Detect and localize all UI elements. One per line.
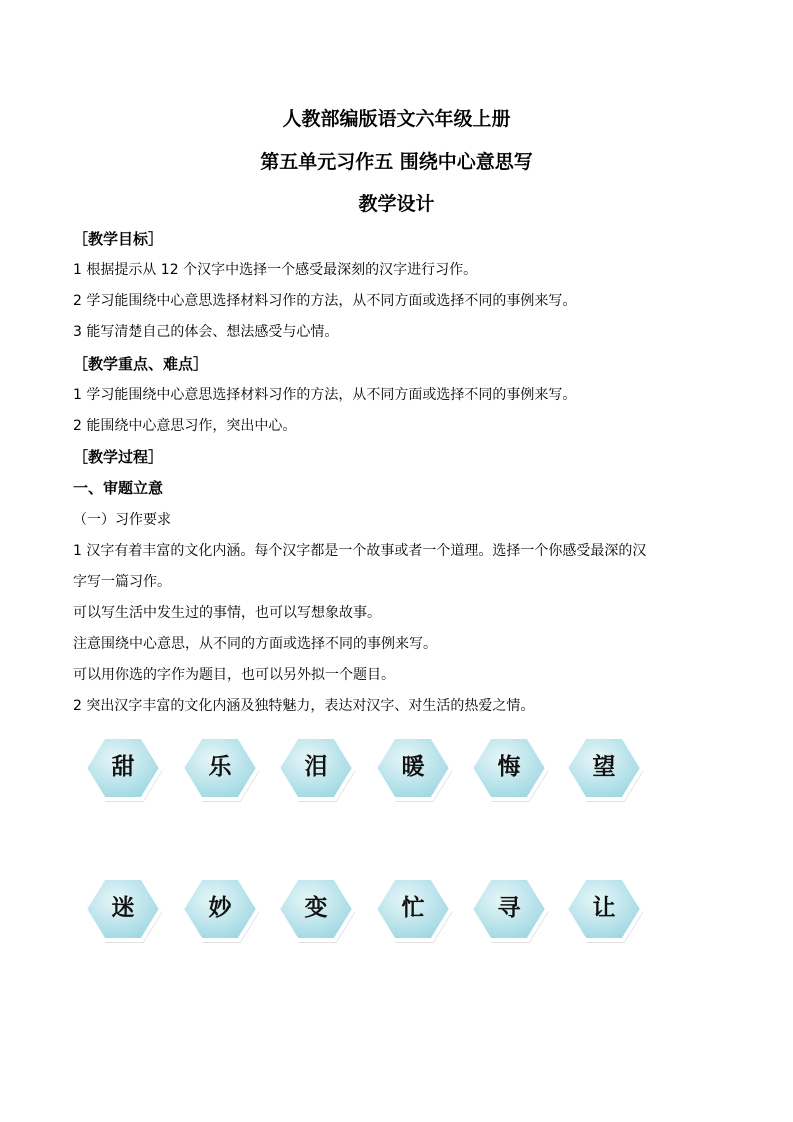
goal-2: 2 学习能围绕中心意思选择材料习作的方法，从不同方面或选择不同的事例来写。 [73,293,577,309]
character-hexagon [275,872,357,948]
character-label: 望 [592,754,616,780]
doc-title-design: 教学设计 [358,193,435,215]
character-hexagon [468,872,550,948]
requirement-1-line-2: 字写一篇习作。 [73,574,171,590]
key-point-2: 2 能围绕中心意思习作，突出中心。 [73,418,297,434]
subsection-1-heading: （一）习作要求 [73,512,171,528]
requirement-1-line-1: 1 汉字有着丰富的文化内涵。每个汉字都是一个故事或者一个道理。选择一个你感受最深的汉 [73,543,647,559]
section-1-heading: 一、审题立意 [73,479,164,497]
character-hexagon [179,731,261,807]
character-hexagon [468,731,550,807]
requirement-3: 注意围绕中心意思，从不同的方面或选择不同的事例来写。 [73,636,437,652]
character-hexagon [372,872,454,948]
doc-title-unit: 第五单元习作五 围绕中心意思写 [260,151,533,173]
character-label: 迷 [111,895,135,921]
character-hexagon [179,872,261,948]
character-label: 泪 [304,754,328,780]
key-points-heading: ［教学重点、难点］ [73,355,209,373]
character-hexagon [563,731,645,807]
character-hexagon [82,731,164,807]
character-hexagon [275,731,357,807]
goal-3: 3 能写清楚自己的体会、想法感受与心情。 [73,324,339,340]
character-label: 寻 [497,895,521,921]
character-hexagon [563,872,645,948]
character-hexagon [82,872,164,948]
character-label: 忙 [401,895,425,921]
character-label: 悔 [497,754,521,780]
requirement-2: 可以写生活中发生过的事情，也可以写想象故事。 [73,605,381,621]
requirement-5: 2 突出汉字丰富的文化内涵及独特魅力，表达对汉字、对生活的热爱之情。 [73,698,535,714]
character-label: 乐 [208,754,232,780]
key-point-1: 1 学习能围绕中心意思选择材料习作的方法，从不同方面或选择不同的事例来写。 [73,387,577,403]
process-heading: ［教学过程］ [73,448,164,466]
doc-title-grade: 人教部编版语文六年级上册 [282,108,511,130]
character-label: 甜 [111,754,135,780]
character-label: 让 [592,895,616,921]
character-hexagon [372,731,454,807]
goal-1: 1 根据提示从 12 个汉字中选择一个感受最深刻的汉字进行习作。 [73,262,478,278]
character-label: 妙 [208,895,232,921]
character-label: 暖 [401,754,425,780]
character-label: 变 [304,895,328,921]
goals-heading: ［教学目标］ [73,230,164,248]
requirement-4: 可以用你选的字作为题目，也可以另外拟一个题目。 [73,667,395,683]
